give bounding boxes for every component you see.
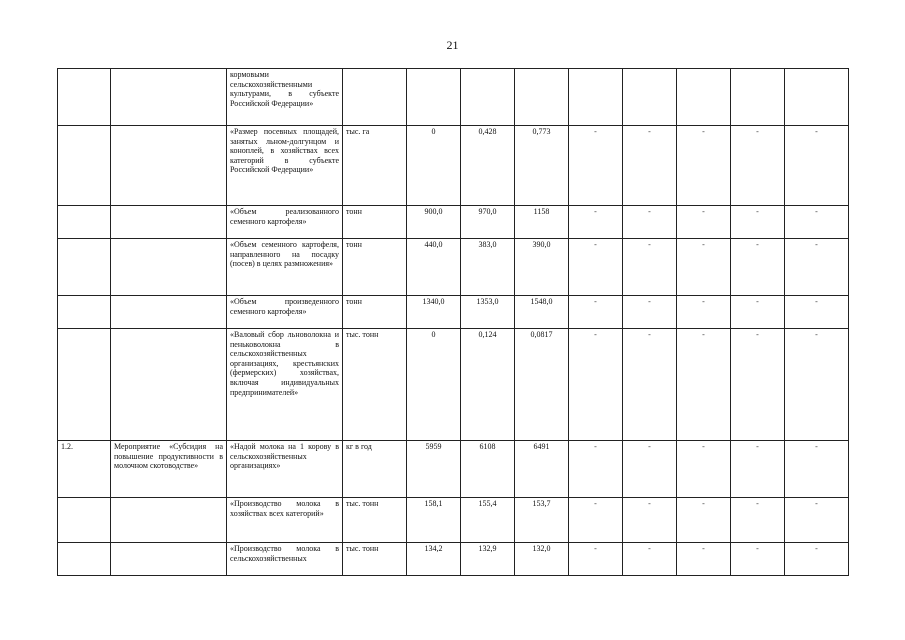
table-row (58, 498, 849, 543)
row-extra-value (785, 69, 849, 126)
row-extra-value: - (731, 543, 785, 576)
row-extra-value: - (677, 329, 731, 441)
row-extra-value: - (623, 206, 677, 239)
row-extra-value: - (623, 329, 677, 441)
row-code (58, 239, 111, 296)
row-unit: тыс. га (343, 126, 407, 206)
row-extra-value (731, 69, 785, 126)
row-event: Мероприятие «Субсидия на повышение продуктивности в молочном скотоводстве» (111, 441, 227, 498)
row-extra-value: - (677, 239, 731, 296)
row-indicator: кормовыми сельскохозяйственными культурами, в субъекте Российской Федерации» (227, 69, 343, 126)
row-extra-value: - (785, 498, 849, 543)
table-row (58, 126, 849, 206)
row-extra-value: - (785, 296, 849, 329)
row-value-2: 970,0 (461, 206, 515, 239)
row-value-1 (407, 69, 461, 126)
row-unit: тыс. тонн (343, 329, 407, 441)
row-unit: тонн (343, 296, 407, 329)
page-number: 21 (446, 38, 459, 52)
row-extra-value: - (569, 329, 623, 441)
row-unit: тыс. тонн (343, 543, 407, 576)
row-extra-value: - (731, 239, 785, 296)
row-code: 1.2. (58, 441, 111, 498)
row-unit: тонн (343, 206, 407, 239)
row-extra-value: - (623, 498, 677, 543)
row-value-2: 6108 (461, 441, 515, 498)
row-value-1: 0 (407, 126, 461, 206)
row-extra-value: - (623, 441, 677, 498)
row-extra-value: - (731, 441, 785, 498)
row-code (58, 329, 111, 441)
row-value-1: 900,0 (407, 206, 461, 239)
row-extra-value: - (569, 543, 623, 576)
row-extra-value: - (785, 441, 849, 498)
row-extra-value: - (785, 239, 849, 296)
table-row (58, 206, 849, 239)
row-extra-value: - (677, 206, 731, 239)
row-value-3: 132,0 (515, 543, 569, 576)
row-extra-value: - (677, 441, 731, 498)
row-extra-value: - (623, 543, 677, 576)
table-row (58, 296, 849, 329)
row-extra-value: - (731, 329, 785, 441)
row-code (58, 498, 111, 543)
row-extra-value: - (731, 498, 785, 543)
row-extra-value: - (785, 126, 849, 206)
row-value-1: 5959 (407, 441, 461, 498)
row-extra-value: - (623, 296, 677, 329)
row-value-3: 1548,0 (515, 296, 569, 329)
row-unit: кг в год (343, 441, 407, 498)
row-unit: тыс. тонн (343, 498, 407, 543)
row-extra-value: - (623, 126, 677, 206)
row-extra-value: - (731, 126, 785, 206)
row-value-2: 0,124 (461, 329, 515, 441)
row-extra-value: - (623, 239, 677, 296)
table-row (58, 69, 849, 126)
row-extra-value: - (677, 498, 731, 543)
row-extra-value: - (569, 126, 623, 206)
row-indicator: «Производство молока в хозяйствах всех категорий» (227, 498, 343, 543)
row-extra-value: - (569, 498, 623, 543)
row-code (58, 543, 111, 576)
row-extra-value: - (785, 543, 849, 576)
row-event (111, 296, 227, 329)
table-row (58, 239, 849, 296)
row-value-3: 0,0817 (515, 329, 569, 441)
table-row (58, 441, 849, 498)
row-extra-value: - (785, 206, 849, 239)
row-extra-value: - (677, 296, 731, 329)
row-indicator: «Размер посевных площадей, занятых льном-долгунцом и коноплей, в хозяйствах всех категорий в субъекте Российской Федерации» (227, 126, 343, 206)
row-indicator: «Производство молока в сельскохозяйственных (227, 543, 343, 576)
row-code (58, 69, 111, 126)
row-event (111, 69, 227, 126)
row-value-1: 0 (407, 329, 461, 441)
row-event (111, 239, 227, 296)
row-value-3: 390,0 (515, 239, 569, 296)
row-event (111, 206, 227, 239)
row-unit (343, 69, 407, 126)
row-event (111, 126, 227, 206)
row-code (58, 206, 111, 239)
indicators-table (57, 68, 849, 576)
row-extra-value (677, 69, 731, 126)
row-extra-value: - (677, 126, 731, 206)
row-value-2: 132,9 (461, 543, 515, 576)
row-extra-value (569, 69, 623, 126)
table-row (58, 329, 849, 441)
row-extra-value: - (569, 239, 623, 296)
row-value-2 (461, 69, 515, 126)
row-value-2: 1353,0 (461, 296, 515, 329)
row-value-1: 158,1 (407, 498, 461, 543)
row-extra-value (623, 69, 677, 126)
row-value-3 (515, 69, 569, 126)
row-value-2: 155,4 (461, 498, 515, 543)
row-extra-value: - (731, 296, 785, 329)
row-extra-value: - (731, 206, 785, 239)
row-value-3: 0,773 (515, 126, 569, 206)
row-event (111, 329, 227, 441)
row-code (58, 126, 111, 206)
row-value-1: 1340,0 (407, 296, 461, 329)
row-indicator: «Объем произведенного семенного картофеля» (227, 296, 343, 329)
row-event (111, 498, 227, 543)
row-extra-value: - (569, 206, 623, 239)
row-extra-value: - (677, 543, 731, 576)
row-code (58, 296, 111, 329)
row-event (111, 543, 227, 576)
row-value-2: 0,428 (461, 126, 515, 206)
row-extra-value: - (569, 441, 623, 498)
row-indicator: «Объем семенного картофеля, направленного на посадку (посев) в целях размножения» (227, 239, 343, 296)
row-extra-value: - (569, 296, 623, 329)
row-value-2: 383,0 (461, 239, 515, 296)
row-indicator: «Объем реализованного семенного картофеля» (227, 206, 343, 239)
table-row (58, 543, 849, 576)
row-value-1: 440,0 (407, 239, 461, 296)
row-extra-value: - (785, 329, 849, 441)
row-indicator: «Валовый сбор льноволокна и пеньковолокна в сельскохозяйственных организациях, крестьянских (фермерских) хозяйствах, включая индивидуальных предпринимателей» (227, 329, 343, 441)
row-value-3: 153,7 (515, 498, 569, 543)
row-value-1: 134,2 (407, 543, 461, 576)
row-value-3: 1158 (515, 206, 569, 239)
row-unit: тонн (343, 239, 407, 296)
row-indicator: «Надой молока на 1 корову в сельскохозяйственных организациях» (227, 441, 343, 498)
row-value-3: 6491 (515, 441, 569, 498)
